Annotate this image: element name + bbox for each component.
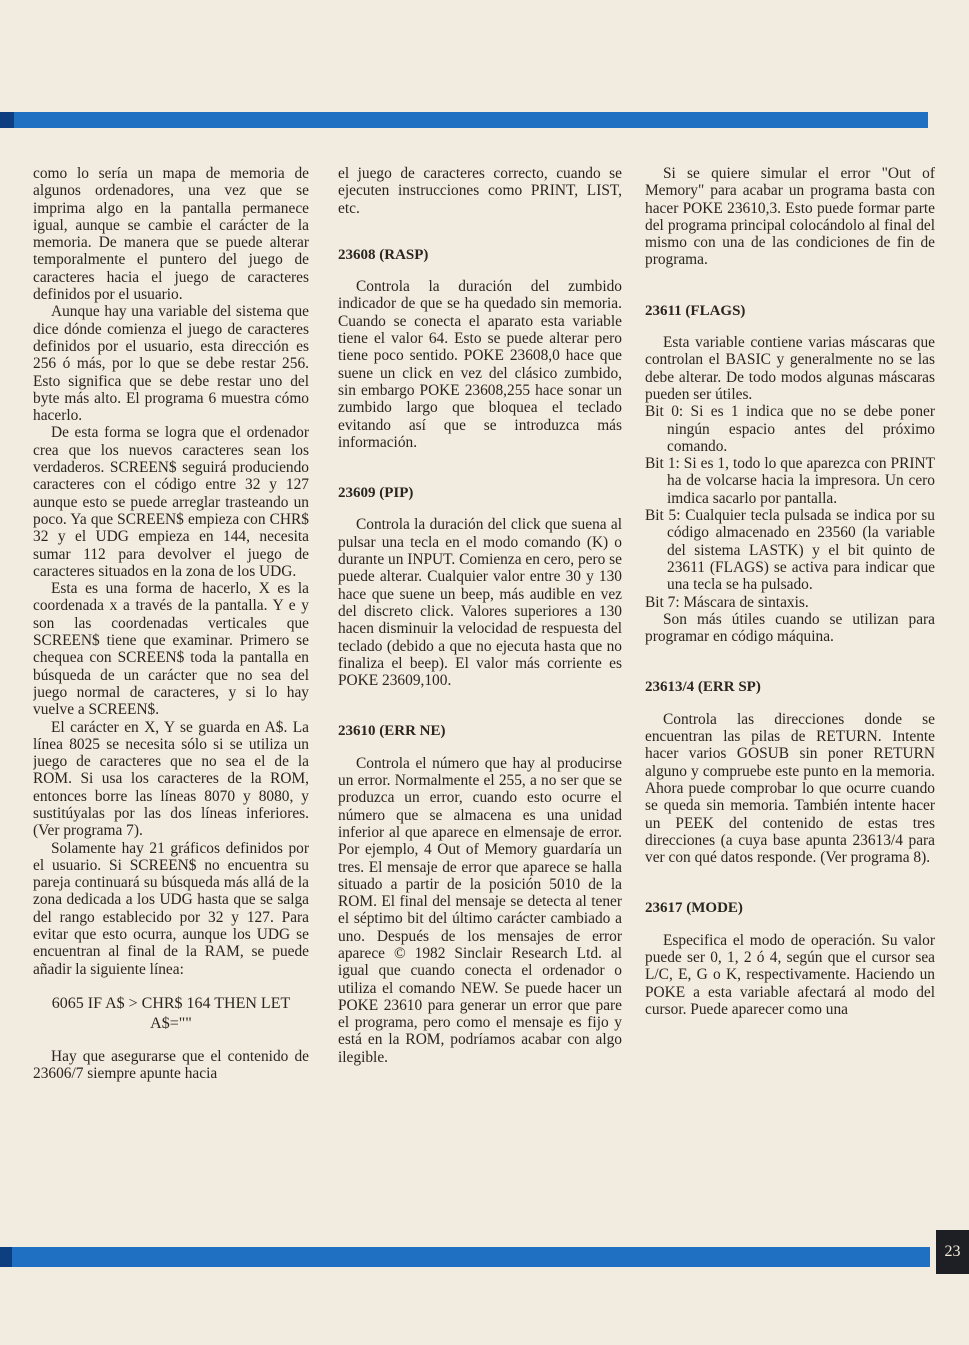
section-heading: 23617 (MODE)	[645, 900, 743, 917]
bit-item: Bit 1: Si es 1, todo lo que aparezca con PRINT ha de volcarse hacia la impresora. Un cero imdica sacarlo por pantalla.	[645, 455, 935, 507]
paragraph: De esta forma se logra que el ordenador crea que los nuevos caracteres sean los verdaderos. SCREEN$ seguirá produciendo caracteres con el código entre 32 y 127 aunque esto se puede arreglar trasteando un poco. Ya que SCREEN$ empieza con CHR$ 32 y el UDG empieza en 144, necesita sumar 112 para devolver el juego de caracteres situados en la zona de los UDG.	[33, 424, 309, 580]
paragraph: Hay que asegurarse que el contenido de 23606/7 siempre apunte hacia	[33, 1047, 309, 1083]
top-color-band	[0, 112, 928, 128]
code-listing	[33, 994, 309, 1034]
section-heading: 23610 (ERR NE)	[338, 723, 446, 740]
code-line: A$=""	[150, 1014, 192, 1032]
bit-item: Bit 5: Cualquier tecla pulsada se indica por su código almacenado en 23560 (la variable del sistema LASTK) y el bit quinto de 23611 (FLAGS) se activa para indicar que una tecla se ha pulsado.	[645, 507, 935, 594]
paragraph: Controla la duración del zumbido indicador de que se ha quedado sin memoria. Cuando se conecta el aparato esta variable tiene el valor 64. Esto se puede alterar pero tiene poco sentido. POKE 23608,0 hace que suene un click en vez del clásico zumbido, sin embargo POKE 23608,255 hace sonar un zumbido largo que bloquea el teclado evitando así que se introduzca más información.	[338, 278, 622, 451]
paragraph: el juego de caracteres correcto, cuando se ejecuten instrucciones como PRINT, LIST, etc.	[338, 165, 622, 217]
paragraph: Especifica el modo de operación. Su valor puede ser 0, 1, 2 ó 4, según que el cursor sea L/C, E, G o K, respectivamente. Haciendo un POKE a esta variable afectará al modo del cursor. Puede aparecer como una	[645, 931, 935, 1018]
paragraph: Esta variable contiene varias máscaras que controlan el BASIC y generalmente no se las debe alterar. De todo modos algunas máscaras pueden ser útiles.	[645, 334, 935, 403]
paragraph: El carácter en X, Y se guarda en A$. La línea 8025 se necesita sólo si se utiliza un juego de caracteres que no sea el de la ROM. Si usa los caracteres de la ROM, entonces borre las líneas 8070 y 8080, y sustitúyalas por las dos líneas inferiores. (Ver programa 7).	[33, 718, 309, 840]
paragraph: Controla las direcciones donde se encuentran las pilas de RETURN. Intente hacer varios GOSUB sin poner RETURN alguno y compruebe este punto en la memoria. Ahora puede comprobar lo que ocurre cuando se queda sin memoria. También intente hacer un PEEK del contenido de estas tres direcciones (a cuya base apunta 23613/4 para ver con qué datos responde. (Ver programa 8).	[645, 710, 935, 867]
column-3	[645, 165, 935, 1230]
bit-item: Bit 7: Máscara de sintaxis.	[645, 593, 809, 611]
paragraph: Aunque hay una variable del sistema que dice dónde comienza el juego de caracteres definidos por el usuario, esta dirección es 256 ó más, por lo que se debe restar 256. Esto significa que se debe restar uno del byte más alto. El programa 6 muestra cómo hacerlo.	[33, 303, 309, 425]
section-heading: 23613/4 (ERR SP)	[645, 679, 761, 696]
bit-item: Bit 0: Si es 1 indica que no se debe poner ningún espacio antes del próximo comando.	[645, 403, 935, 455]
page-number: 23	[936, 1230, 969, 1274]
bottom-color-band	[0, 1247, 930, 1267]
bottom-band-edge	[0, 1247, 12, 1267]
paragraph: Son más útiles cuando se utilizan para programar en código máquina.	[645, 610, 935, 646]
section-heading: 23608 (RASP)	[338, 246, 429, 263]
column-2	[338, 165, 622, 1230]
section-heading: 23611 (FLAGS)	[645, 302, 746, 319]
section-heading: 23609 (PIP)	[338, 485, 414, 502]
paragraph: Solamente hay 21 gráficos definidos por el usuario. Si SCREEN$ no encuentra su pareja continuará su búsqueda más allá de la zona dedicada a los UDG hasta que se salga del rango establecido por 32 y 127. Para evitar que esto ocurra, aunque los UDG se encuentran al final de la RAM, se puede añadir la siguiente línea:	[33, 839, 309, 978]
code-line: 6065 IF A$ > CHR$ 164 THEN LET	[51, 994, 291, 1012]
top-band-edge	[0, 112, 14, 128]
paragraph: como lo sería un mapa de memoria de algunos ordenadores, una vez que se imprima algo en la pantalla permanece igual, aunque se cambie el carácter de la memoria. De manera que se puede alterar temporalmente el puntero del juego de caracteres hacia el juego de caracteres definidos por el usuario.	[33, 165, 309, 304]
paragraph: Controla la duración del click que suena al pulsar una tecla en el modo comando (K) o durante un INPUT. Comienza en cero, pero se puede alterar. Cualquier valor entre 30 y 130 hace que suene un beep, más audible en vez del discreto click. Valores superiores a 130 hacen disminuir la velocidad de respuesta del teclado (debido a que no ejecuta hasta que no finaliza el beep). El valor más corriente es POKE 23609,100.	[338, 516, 622, 690]
paragraph: Controla el número que hay al producirse un error. Normalmente el 255, a no ser que se produzca un error, cuando esto ocurre el número que se almacena es una unidad inferior al que aparece en elmensaje de error. Por ejemplo, 4 Out of Memory guardaría un tres. El mensaje de error que aparece se halla situado a partir de la posición 5010 de la ROM. El final del mensaje se detecta al tener el séptimo bit del último carácter cambiado a uno. Después de los mensajes de error aparece © 1982 Sinclair Research Ltd. al igual que cuando conecta el ordenador o utiliza el comando NEW. Se puede hacer un POKE 23610 para generar un error que pare el programa, pero como el mensaje es fijo y está en la ROM, podríamos acabar con algo ilegible.	[338, 754, 622, 1066]
paragraph: Esta es una forma de hacerlo, X es la coordenada x a través de la pantalla. Y e y son las coordenadas verticales que SCREEN$ tiene que examinar. Primero se chequea con SCREEN$ toda la pantalla en búsqueda de un carácter que no sea del juego normal de caracteres, y si lo hay vuelve a SCREEN$.	[33, 580, 309, 719]
paragraph: Si se quiere simular el error "Out of Memory" para acabar un programa basta con hacer POKE 23610,3. Esto puede formar parte del programa principal colocándolo al final del mismo con una de las condiciones de fin de programa.	[645, 165, 935, 269]
column-1	[33, 165, 309, 1230]
